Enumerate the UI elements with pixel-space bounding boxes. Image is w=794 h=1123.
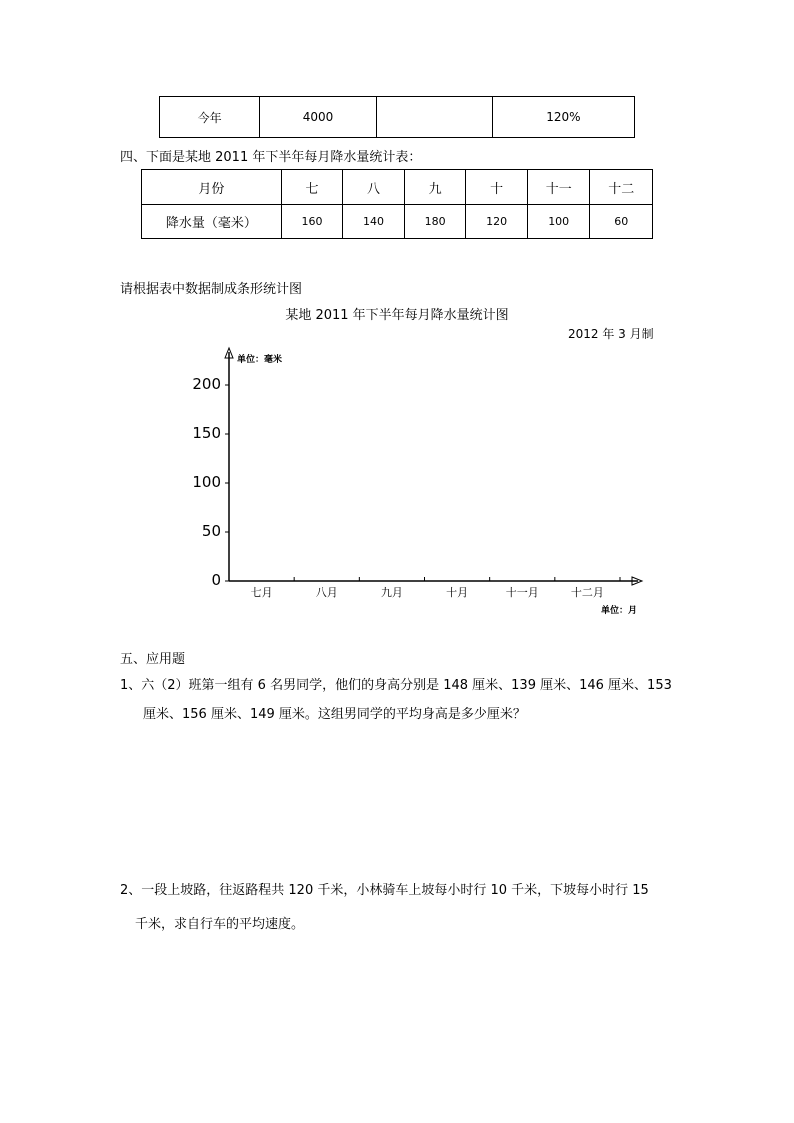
section-5-heading: 五、应用题 [120, 652, 186, 667]
question-1-line-1: 1、六（2）班第一组有 6 名男同学，他们的身高分别是 148 厘米、139 厘米、146 厘米、153 [120, 678, 672, 693]
x-category-label: 九月 [380, 586, 403, 599]
section-4-heading: 四、下面是某地 2011 年下半年每月降水量统计表： [120, 150, 422, 165]
x-axis-arrow-icon [632, 577, 642, 585]
table-header-label: 月份 [142, 170, 282, 205]
question-2-line-1: 2、一段上坡路，往返路程共 120 千米，小林骑车上坡每小时行 10 千米，下坡每小时行 15 [120, 883, 649, 898]
table-row [160, 97, 635, 138]
table-cell-value: 140 [343, 205, 405, 239]
y-tick-label: 100 [192, 473, 221, 491]
table-header-month: 十一 [527, 170, 590, 205]
table-cell-value: 100 [527, 205, 590, 239]
y-axis-arrow-icon [225, 348, 233, 358]
table-header-month: 八 [343, 170, 405, 205]
chart-date-note: 2012 年 3 月制 [568, 327, 654, 341]
x-category-label: 十二月 [570, 586, 604, 599]
x-axis-unit-label: 单位：月 [601, 606, 638, 616]
y-tick-label: 50 [201, 522, 221, 540]
table-cell: 120% [492, 97, 634, 138]
x-category-label: 七月 [250, 586, 273, 599]
table-header-month: 十 [466, 170, 528, 205]
table-header-month: 七 [281, 170, 343, 205]
y-tick-label: 150 [192, 424, 221, 442]
y-tick-label: 200 [192, 375, 221, 393]
table-cell: 4000 [260, 97, 376, 138]
chart-instruction: 请根据表中数据制成条形统计图 [120, 282, 303, 297]
question-1-line-2: 厘米、156 厘米、149 厘米。这组男同学的平均身高是多少厘米？ [143, 707, 526, 722]
question-2-line-2: 千米，求自行车的平均速度。 [135, 917, 305, 932]
table-cell-value: 120 [466, 205, 528, 239]
x-category-label: 十一月 [505, 586, 539, 599]
table-cell-value: 160 [281, 205, 343, 239]
table-row [142, 205, 653, 239]
table-row [142, 170, 653, 205]
chart-title: 某地 2011 年下半年每月降水量统计图 [285, 308, 509, 323]
table-header-month: 九 [404, 170, 466, 205]
table-cell-value: 180 [404, 205, 466, 239]
y-tick-label: 0 [211, 571, 221, 589]
rainfall-table [141, 169, 653, 239]
x-category-label: 十月 [446, 586, 469, 599]
table-cell-value: 60 [590, 205, 653, 239]
table-header-month: 十二 [590, 170, 653, 205]
previous-data-table [159, 96, 635, 138]
y-axis-unit-label: 单位：毫米 [237, 355, 283, 365]
table-cell-row-label: 今年 [160, 97, 260, 138]
x-category-label: 八月 [315, 586, 338, 599]
table-cell [376, 97, 492, 138]
table-row-label: 降水量（毫米） [142, 205, 282, 239]
